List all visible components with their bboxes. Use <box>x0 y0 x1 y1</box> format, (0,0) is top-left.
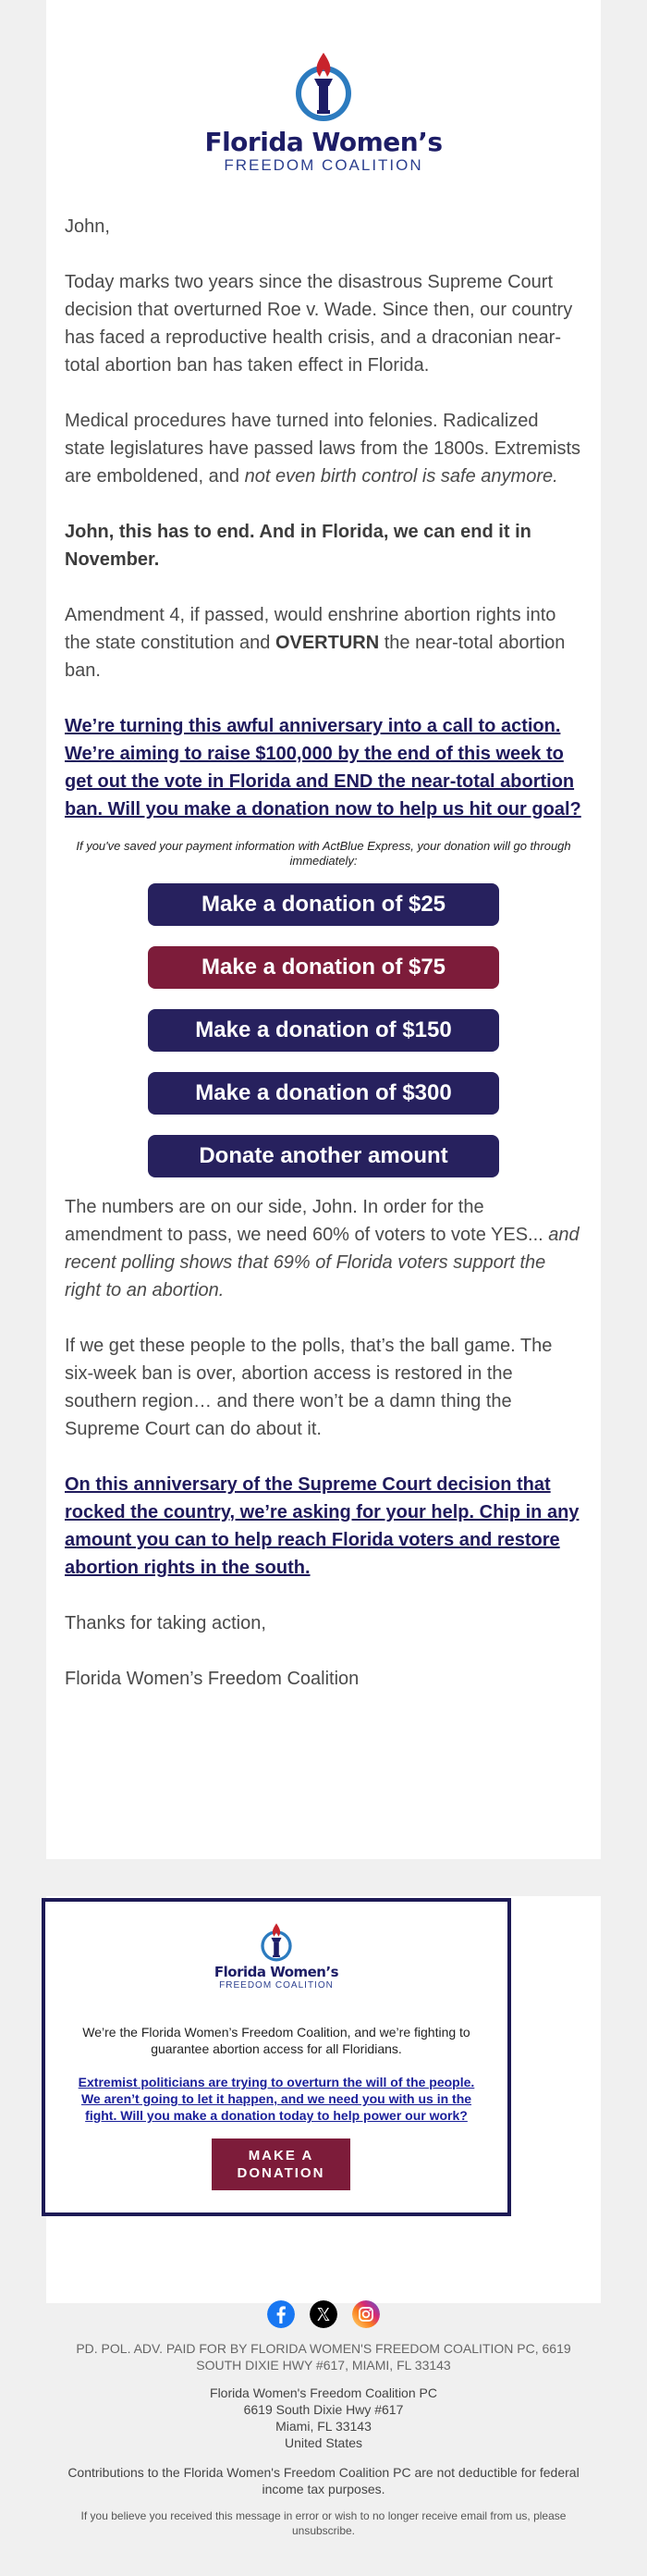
greeting: John, <box>65 216 110 237</box>
promo-donate-button[interactable]: MAKE A DONATION <box>212 2138 350 2190</box>
paragraph-1: Today marks two years since the disastrous Supreme Court decision that overturned Roe v. Wade. Since then, our country has faced a reproductive health crisis, and a draconian near-total abortion ban has taken effect in Florida. <box>65 272 573 376</box>
donate-150-button[interactable]: Make a donation of $150 <box>148 1009 499 1052</box>
cta-link-2[interactable]: On this anniversary of the Supreme Court decision that rocked the country, we’re asking for your help. Chip in any amount you can to help reach Florida voters and restore abortion rights in the south. <box>65 1474 580 1578</box>
torch-icon <box>290 51 357 127</box>
donate-300-button[interactable]: Make a donation of $300 <box>148 1072 499 1115</box>
tax-disclaimer: Contributions to the Florida Women's Freedom Coalition PC are not deductible for federal income tax purposes. <box>67 2465 580 2496</box>
thanks-text: Thanks for taking action, <box>65 1613 266 1633</box>
address-name: Florida Women's Freedom Coalition PC <box>210 2385 437 2400</box>
promo-logo <box>45 1922 507 1991</box>
paragraph-6: If we get these people to the polls, that’s the ball game. The six-week ban is over, abortion access is restored in the southern region… and there won’t be a damn thing the Supreme Court can do about it. <box>65 1336 553 1439</box>
org-logo <box>46 51 601 175</box>
org-name: Florida Women’s <box>204 127 443 157</box>
org-subname: FREEDOM COALITION <box>224 156 423 174</box>
email-body-card <box>46 0 601 1859</box>
signature: Florida Women’s Freedom Coalition <box>65 1669 360 1689</box>
promo-box <box>42 1898 511 2216</box>
promo-org-name: Florida Women’s <box>214 1964 339 1980</box>
paragraph-2: Medical procedures have turned into felonies. Radicalized state legislatures have passed laws from the 1800s. Extremists are emboldened, and not even birth control is safe anymore. <box>65 411 581 487</box>
promo-org-subname: FREEDOM COALITION <box>219 1980 334 1991</box>
cta-link-1[interactable]: We’re turning this awful anniversary into a call to action. We’re aiming to raise $100,000 by the end of this week to get out the vote in Florida and END the near-total abortion ban. Will you make a donation now to help us hit our goal? <box>65 716 581 820</box>
paragraph-3: John, this has to end. And in Florida, we can end it in November. <box>65 522 531 570</box>
actblue-note: If you've saved your payment information with ActBlue Express, your donation will go through immediately: <box>76 839 571 868</box>
donate-25-button[interactable]: Make a donation of $25 <box>148 883 499 926</box>
torch-icon <box>258 1922 295 1965</box>
x-icon[interactable] <box>310 2300 337 2328</box>
address-street: 6619 South Dixie Hwy #617 <box>243 2402 404 2417</box>
paid-for-disclaimer: PD. POL. ADV. PAID FOR BY FLORIDA WOMEN'S FREEDOM COALITION PC, 6619 SOUTH DIXIE HWY #617, MIAMI, FL 33143 <box>76 2341 571 2373</box>
paragraph-5: The numbers are on our side, John. In order for the amendment to pass, we need 60% of voters to vote YES... and recent polling shows that 69% of Florida voters support the right to an abortion. <box>65 1197 580 1300</box>
donate-75-button[interactable]: Make a donation of $75 <box>148 946 499 989</box>
unsubscribe-text[interactable]: If you believe you received this message in error or wish to no longer receive email from us, please unsubscribe. <box>80 2509 567 2537</box>
instagram-icon[interactable] <box>352 2300 380 2328</box>
promo-intro: We’re the Florida Women’s Freedom Coalition, and we’re fighting to guarantee abortion access for all Floridians. <box>82 2025 470 2056</box>
address-city: Miami, FL 33143 <box>275 2419 372 2434</box>
paragraph-4: Amendment 4, if passed, would enshrine abortion rights into the state constitution and OVERTURN the near-total abortion ban. <box>65 605 566 681</box>
facebook-icon[interactable] <box>267 2300 295 2328</box>
promo-link[interactable]: Extremist politicians are trying to overturn the will of the people. We aren’t going to let it happen, and we need you with us in the fight. Will you make a donation today to help power our work? <box>78 2075 475 2123</box>
address-country: United States <box>284 2435 363 2450</box>
donate-other-button[interactable]: Donate another amount <box>148 1135 499 1177</box>
